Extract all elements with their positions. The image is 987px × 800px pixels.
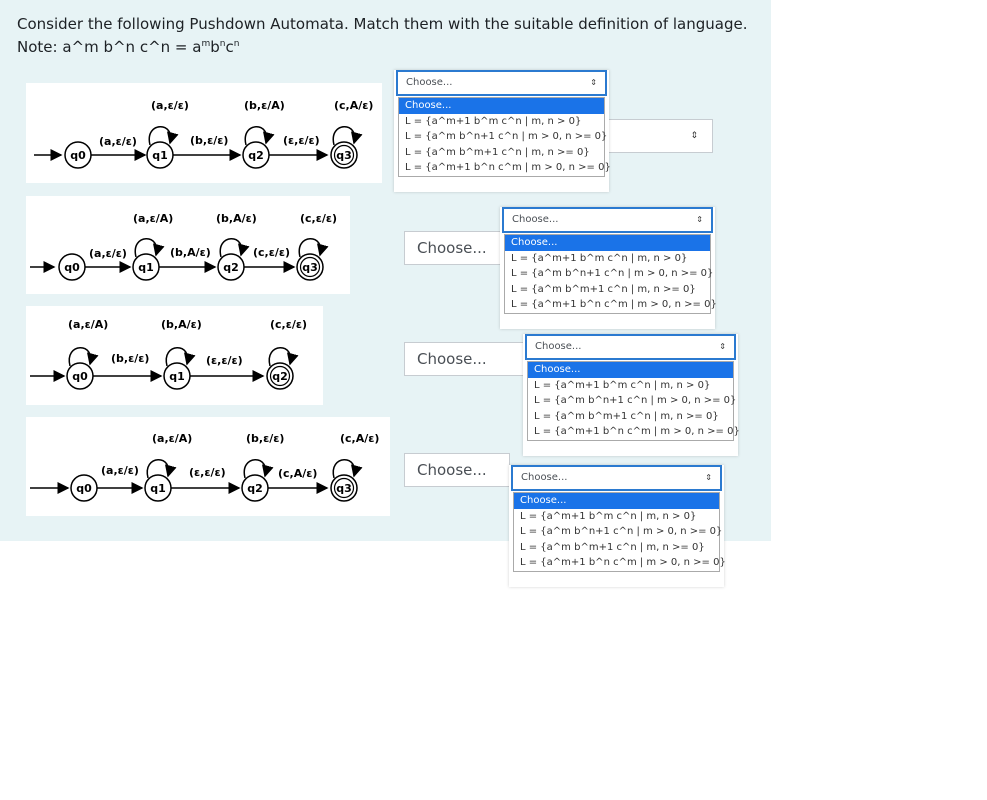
svg-text:(a,ε/A): (a,ε/A) <box>133 212 174 225</box>
option-1[interactable]: L = {a^m+1 b^m c^n | m, n > 0} <box>520 510 697 522</box>
svg-text:(ε,ε/ε): (ε,ε/ε) <box>189 466 226 479</box>
option-choose[interactable]: Choose... <box>505 235 710 251</box>
pda-diagram-2 <box>26 196 350 294</box>
dropdown-3-select[interactable]: Choose... ⇕ <box>525 334 736 360</box>
svg-text:(a,ε/ε): (a,ε/ε) <box>101 464 139 477</box>
svg-text:(ε,ε/ε): (ε,ε/ε) <box>283 134 320 147</box>
svg-text:(a,ε/ε): (a,ε/ε) <box>89 247 127 260</box>
option-choose[interactable]: Choose... <box>528 362 733 378</box>
pda-diagram-3 <box>26 306 323 405</box>
svg-text:q0: q0 <box>76 482 92 495</box>
option-choose[interactable]: Choose... <box>399 98 604 114</box>
svg-text:q0: q0 <box>70 149 86 162</box>
dropdown-4[interactable] <box>509 465 724 587</box>
option-3[interactable]: L = {a^m b^m+1 c^n | m, n >= 0} <box>511 283 696 295</box>
dropdown-4-select[interactable]: Choose... ⇕ <box>511 465 722 491</box>
updown-arrow-icon: ⇕ <box>590 78 597 87</box>
dropdown-2-select[interactable]: Choose... ⇕ <box>502 207 713 233</box>
svg-text:(c,A/ε): (c,A/ε) <box>340 432 380 445</box>
dropdown-1[interactable] <box>394 70 609 192</box>
svg-text:(a,ε/ε): (a,ε/ε) <box>151 99 189 112</box>
option-4[interactable]: L = {a^m+1 b^n c^m | m > 0, n >= 0} <box>534 426 740 437</box>
option-2[interactable]: L = {a^m b^n+1 c^n | m > 0, n >= 0} <box>511 268 714 279</box>
svg-text:(ε,ε/ε): (ε,ε/ε) <box>206 354 243 367</box>
option-1[interactable]: L = {a^m+1 b^m c^n | m, n > 0} <box>511 252 688 264</box>
svg-text:q3: q3 <box>336 482 352 495</box>
svg-text:(a,ε/A): (a,ε/A) <box>152 432 193 445</box>
updown-arrow-icon: ⇕ <box>696 215 703 224</box>
option-3[interactable]: L = {a^m b^m+1 c^n | m, n >= 0} <box>405 146 590 158</box>
dropdown-3-options <box>527 361 740 441</box>
dropdown-4-options <box>513 492 726 572</box>
svg-text:(a,ε/A): (a,ε/A) <box>68 318 109 331</box>
answer-select-3[interactable]: Choose... <box>404 342 528 376</box>
option-2[interactable]: L = {a^m b^n+1 c^n | m > 0, n >= 0} <box>534 395 737 406</box>
answer-select-4[interactable]: Choose... <box>404 453 510 487</box>
pda-diagram-1 <box>26 83 382 183</box>
svg-text:q0: q0 <box>72 370 88 383</box>
svg-text:(c,A/ε): (c,A/ε) <box>334 99 374 112</box>
svg-text:(b,A/ε): (b,A/ε) <box>216 212 257 225</box>
svg-text:q1: q1 <box>169 370 185 383</box>
svg-text:(c,ε/ε): (c,ε/ε) <box>270 318 308 331</box>
svg-text:q1: q1 <box>152 149 168 162</box>
svg-text:(b,ε/ε): (b,ε/ε) <box>111 352 150 365</box>
dropdown-1-options <box>398 97 611 177</box>
updown-arrow-icon: ⇕ <box>705 473 712 482</box>
dropdown-2[interactable] <box>500 207 715 329</box>
svg-text:q3: q3 <box>336 149 352 162</box>
svg-text:q1: q1 <box>150 482 166 495</box>
option-choose[interactable]: Choose... <box>514 493 719 509</box>
svg-text:(b,ε/A): (b,ε/A) <box>244 99 285 112</box>
option-3[interactable]: L = {a^m b^m+1 c^n | m, n >= 0} <box>534 410 719 422</box>
option-4[interactable]: L = {a^m+1 b^n c^m | m > 0, n >= 0} <box>405 162 611 173</box>
answer-select-2[interactable]: Choose... <box>404 231 508 265</box>
option-1[interactable]: L = {a^m+1 b^m c^n | m, n > 0} <box>534 379 711 391</box>
svg-text:q1: q1 <box>138 261 154 274</box>
svg-text:(c,ε/ε): (c,ε/ε) <box>300 212 338 225</box>
svg-text:(b,ε/ε): (b,ε/ε) <box>246 432 285 445</box>
svg-text:q0: q0 <box>64 261 80 274</box>
dropdown-2-options <box>504 234 717 314</box>
dropdown-1-select[interactable]: Choose... ⇕ <box>396 70 607 96</box>
question-note: Note: a^m b^n c^n = $a^mb^nc^n$ <box>17 38 240 56</box>
svg-text:(c,A/ε): (c,A/ε) <box>278 467 318 480</box>
dropdown-3[interactable] <box>523 334 738 456</box>
svg-text:q2: q2 <box>272 370 288 383</box>
svg-text:(b,ε/ε): (b,ε/ε) <box>190 134 229 147</box>
option-3[interactable]: L = {a^m b^m+1 c^n | m, n >= 0} <box>520 541 705 553</box>
updown-arrow-icon: ⇕ <box>690 131 698 141</box>
svg-text:q2: q2 <box>223 261 239 274</box>
svg-text:q2: q2 <box>247 482 263 495</box>
svg-text:q3: q3 <box>302 261 318 274</box>
answer-select-1-closed[interactable] <box>604 119 713 153</box>
pda-diagram-4 <box>26 417 390 516</box>
option-2[interactable]: L = {a^m b^n+1 c^n | m > 0, n >= 0} <box>405 131 608 142</box>
option-4[interactable]: L = {a^m+1 b^n c^m | m > 0, n >= 0} <box>520 557 726 568</box>
svg-text:(b,A/ε): (b,A/ε) <box>170 246 211 259</box>
svg-text:(a,ε/ε): (a,ε/ε) <box>99 135 137 148</box>
svg-text:(c,ε/ε): (c,ε/ε) <box>253 246 291 259</box>
option-2[interactable]: L = {a^m b^n+1 c^n | m > 0, n >= 0} <box>520 526 723 537</box>
option-1[interactable]: L = {a^m+1 b^m c^n | m, n > 0} <box>405 115 582 127</box>
option-4[interactable]: L = {a^m+1 b^n c^m | m > 0, n >= 0} <box>511 299 717 310</box>
svg-text:q2: q2 <box>248 149 264 162</box>
updown-arrow-icon: ⇕ <box>719 342 726 351</box>
svg-text:(b,A/ε): (b,A/ε) <box>161 318 202 331</box>
question-text: Consider the following Pushdown Automata. Match them with the suitable definition of language. <box>17 15 748 33</box>
